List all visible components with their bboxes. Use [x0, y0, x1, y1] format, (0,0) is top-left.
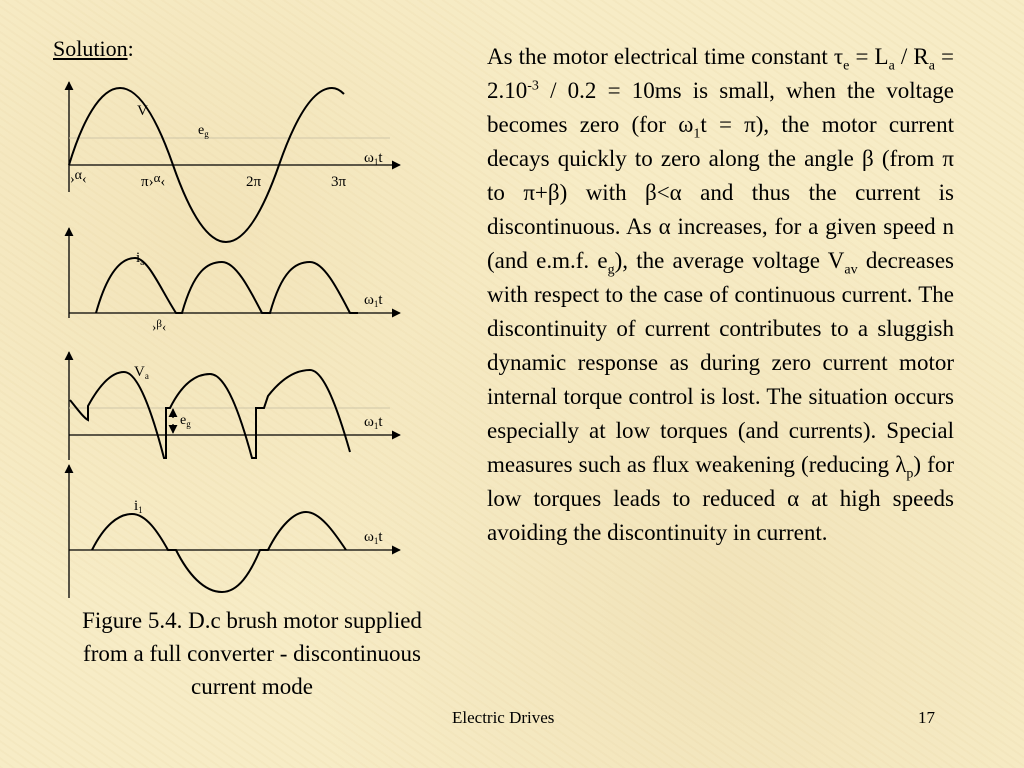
armature-voltage-curve: [70, 370, 350, 458]
footer-title: Electric Drives: [452, 708, 555, 727]
label-va: $V_a$: [134, 364, 149, 381]
label-eg-3: $e_g$: [180, 413, 191, 429]
caption-line-1: Figure 5.4. D.c brush motor supplied: [82, 608, 422, 633]
panel-supply-voltage: [69, 82, 400, 242]
label-v: V: [137, 103, 148, 119]
panel-armature-current: [69, 228, 400, 334]
label-axis-w1t-2: $\omega_1t$: [364, 292, 383, 309]
panel-line-current: [69, 465, 400, 598]
label-eg: $e_g$: [198, 123, 209, 139]
label-ia: $i_a$: [136, 250, 145, 267]
line-current-curve: [92, 512, 346, 592]
tick-alpha-mark: ›α‹: [70, 168, 87, 187]
waveform-diagram: [0, 0, 480, 600]
figure-caption: [36, 604, 468, 703]
panel-armature-voltage: [69, 352, 400, 460]
tick-beta-mark: ›$^\beta$‹: [152, 318, 167, 334]
solution-label: Solution: [53, 36, 128, 61]
page-number: 17: [918, 708, 935, 727]
label-i1: $i_1$: [134, 498, 143, 515]
label-axis-w1t-3: $\omega_1t$: [364, 414, 383, 431]
label-axis-w1t-4: $\omega_1t$: [364, 529, 383, 546]
explanation-paragraph: As the motor electrical time constant $\tau_e = L_a / R_a = 2.10^{-3} / 0.2 = 10ms$ is small, when the voltage becomes zero (for $\omega_1t = \pi$), the motor current decays quickly to zero along the angle β (from π to π+β) with β<α and thus the current is discontinuous. As α increases, for a given speed n (and e.m.f. $e_g$), the average voltage $V_{av}$ decreases with respect to the case of continuous current. The discontinuity of current contributes to a sluggish dynamic response as during zero current motor internal torque control is lost. The situation occurs especially at low torques (and currents). Special measures such as flux weakening (reducing $\lambda_p$) for low torques leads to reduced α at high speeds avoiding the discontinuity in current.: [487, 44, 954, 545]
caption-line-2: from a full converter - discontinuous: [83, 641, 421, 666]
solution-colon: :: [127, 36, 134, 61]
tick-pi-alpha: π›α‹: [141, 170, 166, 190]
label-axis-w1t-1: $\omega_1t$: [364, 150, 383, 167]
caption-line-3: current mode: [191, 674, 313, 699]
tick-2pi: 2π: [246, 174, 262, 190]
tick-3pi: 3π: [331, 174, 347, 190]
armature-current-curve: [96, 258, 358, 313]
